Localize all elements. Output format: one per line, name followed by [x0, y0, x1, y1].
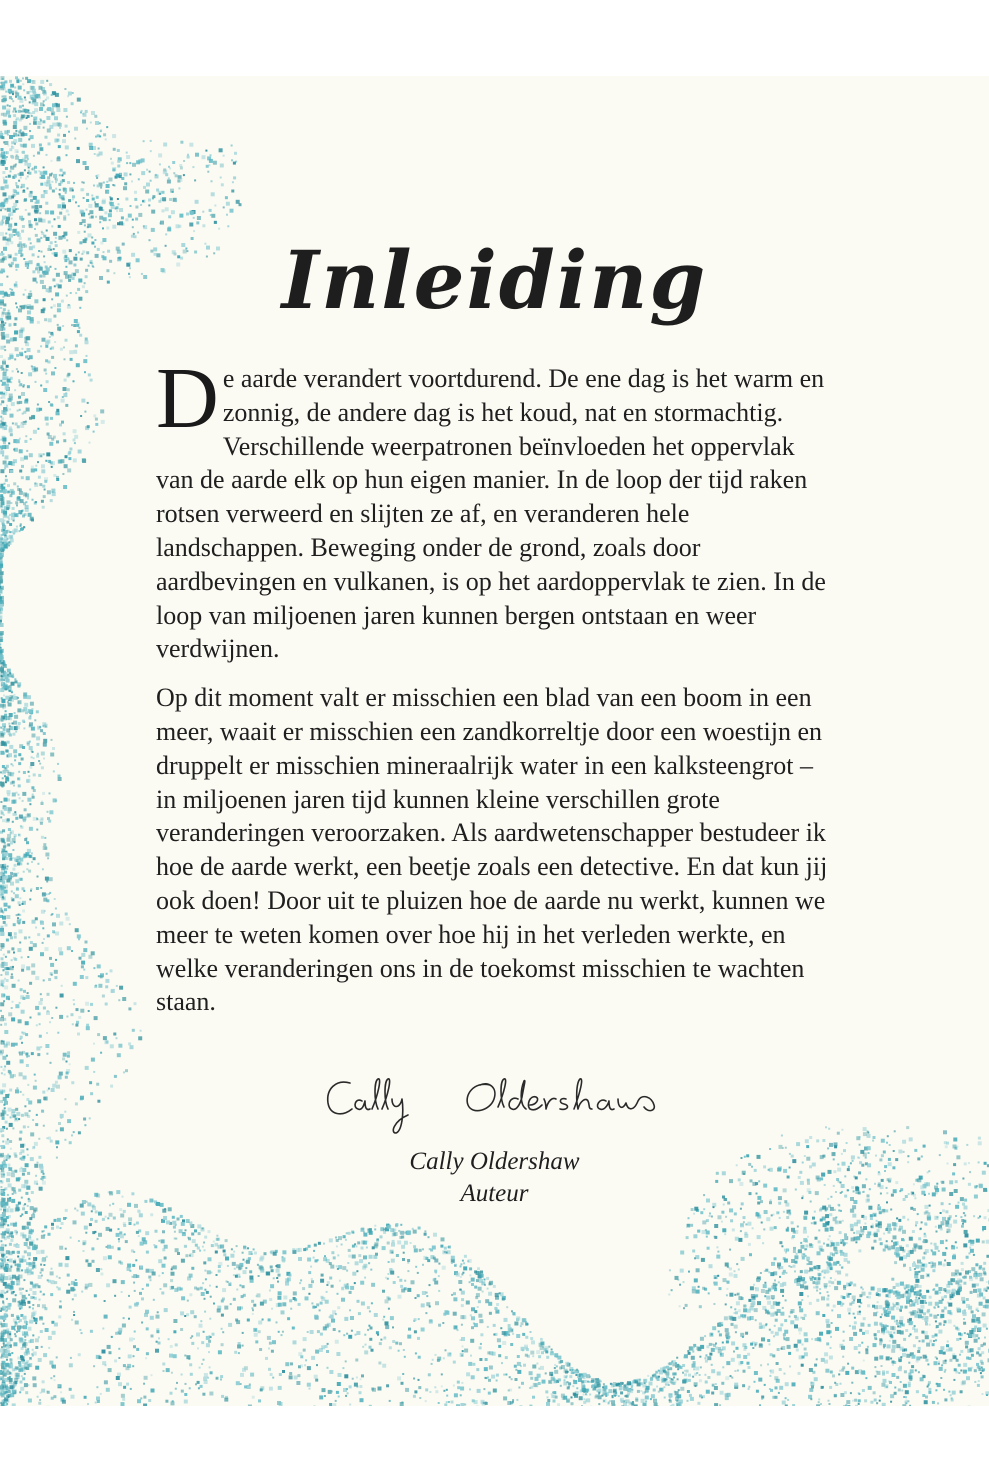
- paragraph-1: [156, 349, 836, 666]
- introduction-text: [156, 349, 836, 1019]
- book-page: [0, 76, 989, 1406]
- handwritten-signature: [322, 1071, 667, 1141]
- author-name: Cally Oldershaw: [409, 1148, 580, 1175]
- paragraph-1-text: e aarde verandert voortdurend. De ene dag is het warm en zonnig, de andere dag is het koud, nat en stormachtig. Verschillende weerpatronen beïnvloeden het oppervlak van de aarde elk op hun eigen manier. In de loop der tijd raken rotsen verweerd en slijten ze af, en veranderen hele landschappen. Beweging onder de grond, zoals door aardbevingen en vulkanen, is op het aardoppervlak te zien. In de loop van miljoenen jaren kunnen bergen ontstaan en weer verdwijnen.: [156, 364, 826, 664]
- paragraph-2: Op dit moment valt er misschien een blad van een boom in een meer, waait er misschien een zandkorreltje door een woestijn en druppelt er misschien mineraalrijk water in een kalksteengrot – in miljoenen jaren tijd kunnen kleine verschillen grote veranderingen veroorzaken. Als aardwetenschapper bestudeer ik hoe de aarde werkt, een beetje zoals een detective. En dat kun jij ook doen! Door uit te pluizen hoe de aarde nu werkt, kunnen we meer te weten komen over hoe hij in het verleden werkte, en welke veranderingen ons in de toekomst misschien te wachten staan.: [156, 683, 828, 1017]
- author-role: Auteur: [460, 1180, 529, 1207]
- page-title: Inleiding: [281, 233, 708, 327]
- drop-cap: D: [156, 349, 219, 446]
